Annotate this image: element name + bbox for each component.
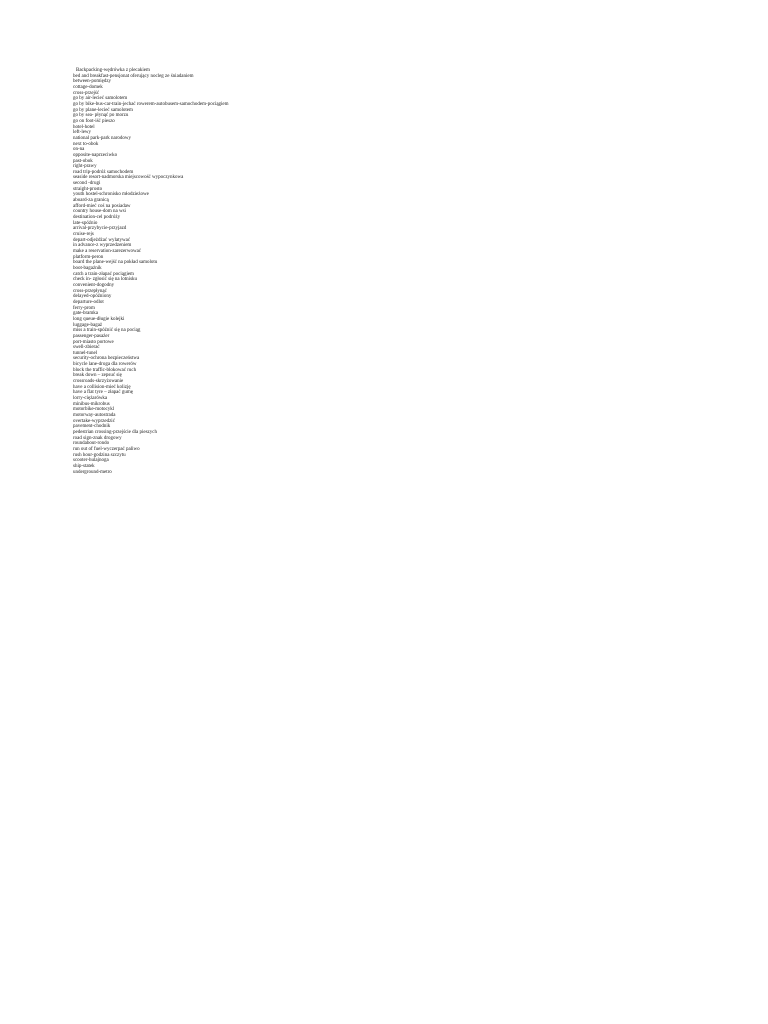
vocabulary-entry: tunnel-tunel (73, 350, 98, 356)
vocabulary-entry: seaside resort-nadmorska miejscowość wypoczynkowa (73, 175, 184, 181)
vocabulary-entry: luggage-bagaż (73, 322, 103, 328)
vocabulary-entry: minibus-mikrobus (73, 401, 110, 407)
vocabulary-entry: destination-cel podróży (73, 215, 121, 221)
vocabulary-entry: road sign-znak drogowy (73, 435, 122, 441)
vocabulary-entry: go on foot-iść pieszo (73, 118, 115, 124)
vocabulary-entry: straight-prosto (73, 186, 103, 192)
vocabulary-entry: security-ochrona bezpieczeństwa (73, 356, 140, 362)
vocabulary-entry: motorway-autostrada (73, 413, 116, 419)
vocabulary-entry: aboard-za granicą (73, 198, 109, 204)
vocabulary-entry: afford-mieć coś na posiadaw (73, 203, 131, 209)
vocabulary-entry: hotel-hotel (73, 124, 95, 130)
vocabulary-entry: overtake-wyprzedzić (73, 418, 115, 424)
vocabulary-entry: cross-przepłynąć (73, 288, 107, 294)
vocabulary-entry: next to-obok (73, 141, 99, 147)
vocabulary-entry: port-miasto portowe (73, 339, 114, 345)
vocabulary-entry: delayed-opóźniony (73, 294, 112, 300)
vocabulary-entry: check in- zgłosić się na lotnisku (73, 277, 138, 283)
vocabulary-entry: on-na (73, 147, 85, 153)
vocabulary-entry: go by air-lecieć samolotem (73, 96, 128, 102)
vocabulary-entry: rush hour-godzina szczytu (73, 452, 126, 458)
vocabulary-entry: pavement-chodnik (73, 424, 111, 430)
vocabulary-entry: departure-odlot (73, 299, 104, 305)
vocabulary-entry: boot-bagażnik (73, 265, 102, 271)
vocabulary-entry: catch a train-złapać pociągiem (73, 271, 134, 277)
vocabulary-entry: go by plane-lecieć samolotem (73, 107, 133, 113)
vocabulary-entry: go by bike-bus-car-train-jechać rowerem-autobusem-samochodem-pociągiem (73, 101, 229, 107)
vocabulary-entry: swell-zbierać (73, 345, 100, 351)
vocabulary-entry: miss a train-spóźnić się na pociąg (73, 328, 141, 334)
vocabulary-entry: cross-przejść (73, 90, 100, 96)
vocabulary-entry: road trip-podróż samochodem (73, 169, 134, 175)
vocabulary-entry: convenient-dogodny (73, 282, 115, 288)
vocabulary-entry: cottage-domek (73, 84, 103, 90)
vocabulary-entry: pedestrian crossing-przejście dla pieszych (73, 430, 157, 435)
vocabulary-entry: depart-odjeżdżać wylatywać (73, 237, 131, 243)
vocabulary-entry: lorry-ciężarówka (73, 396, 108, 402)
vocabulary-entry: bicycle lane-droga dla rowerów (73, 362, 137, 368)
vocabulary-entry: scooter-hulajnoga (73, 458, 109, 464)
vocabulary-entry: ship-statek (73, 463, 95, 469)
vocabulary-entry: crossroads-skrzyżowanie (73, 379, 124, 385)
vocabulary-entry: platform-peron (73, 254, 104, 260)
vocabulary-entry: break down – zepsuć się (73, 373, 122, 379)
vocabulary-entry: gate-bramka (73, 311, 98, 317)
vocabulary-entry: late-spóźnio (73, 220, 98, 226)
vocabulary-entry: make a reservation-zarezerwować (73, 249, 142, 254)
vocabulary-entry: underground-metro (73, 469, 112, 475)
vocabulary-entry: national park-park narodowy (73, 135, 132, 141)
vocabulary-entry: motorbike-motocykl (73, 407, 115, 413)
vocabulary-entry: run out of fuel-wyczerpać paliwo (73, 446, 140, 452)
vocabulary-entry: country house-dom na wsi (73, 209, 126, 215)
vocabulary-entry: have a collision-mieć kolizję (73, 384, 131, 390)
vocabulary-entry: past-obok (73, 158, 93, 164)
vocabulary-entry: roundabout-rondo (73, 441, 110, 447)
vocabulary-entry: opposite-naprzeciwko (73, 152, 118, 158)
vocabulary-entry: Backpacking-wędrówka z plecakiem (76, 68, 150, 73)
vocabulary-entry: long queue-długie kolejki (73, 316, 125, 322)
vocabulary-list (73, 68, 333, 475)
vocabulary-entry: cruise-rejs (73, 232, 94, 238)
vocabulary-entry: youth hostel-schronisko młodzieżowe (73, 192, 149, 198)
vocabulary-entry: board the plane-wejść na pokład samolotu (73, 260, 158, 266)
vocabulary-entry: block the traffic-blokować ruch (73, 367, 137, 373)
vocabulary-entry: between-pomiędzy (73, 79, 112, 85)
vocabulary-entry: ferry-prom (73, 305, 95, 311)
vocabulary-entry: have a flat tyre – złapać gumę (73, 390, 133, 396)
vocabulary-entry: arrival-przybycie-przyjazd (73, 226, 127, 232)
vocabulary-entry: second -drugi (73, 181, 101, 187)
vocabulary-entry: right-prawy (73, 164, 97, 170)
vocabulary-entry: left-lewy (73, 130, 92, 136)
vocabulary-entry: bed and breakfast-pensjonat oferujący nocleg ze śniadaniem (73, 73, 194, 79)
vocabulary-entry: passenger-pasażer (73, 333, 110, 339)
vocabulary-entry: in advance-z wyprzedzeniem (73, 243, 132, 249)
vocabulary-entry: go by sea- płynąć po morzu (73, 113, 129, 119)
